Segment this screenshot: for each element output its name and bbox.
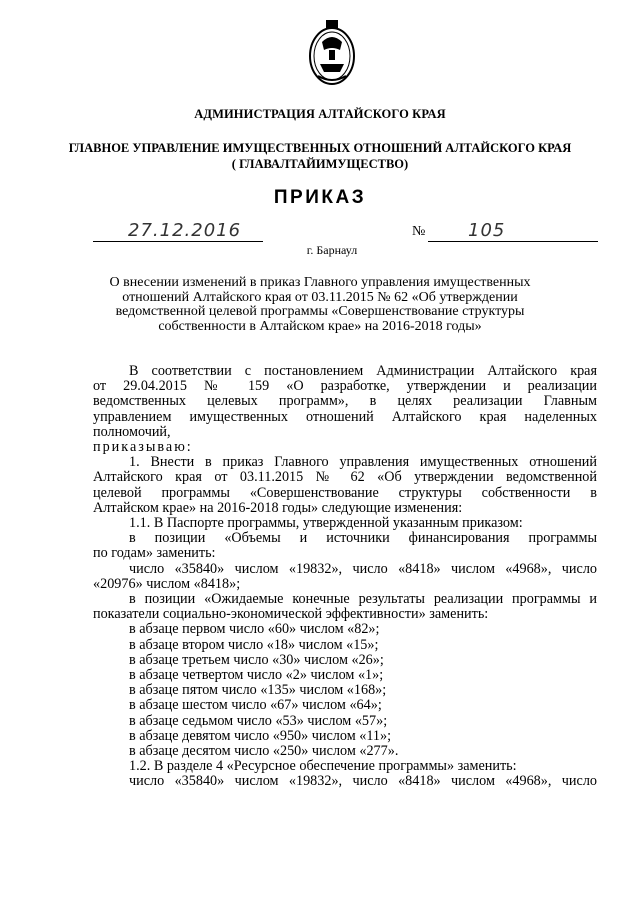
list-item: в абзаце четвертом число «2» числом «1»;: [129, 667, 384, 684]
body-line: число «35840» числом «19832», число «8418» числом «4968», число: [129, 773, 597, 790]
body-line: «20976» числом «8418»;: [93, 575, 241, 592]
list-item: в абзаце седьмом число «53» числом «57»;: [129, 712, 388, 729]
department-heading-line2: ( ГЛАВАЛТАЙИМУЩЕСТВО): [231, 157, 409, 171]
subject-line: О внесении изменений в приказ Главного управления имущественных: [109, 275, 531, 290]
order-body: [93, 364, 597, 790]
body-line: от 29.04.2015 № 159 «О разработке, утверждении и реализации: [93, 378, 597, 395]
body-line: показатели социально-экономической эффективности» заменить:: [93, 606, 489, 623]
body-line: Алтайского края от 03.11.2015 № 62 «Об утверждении ведомственной: [93, 469, 597, 486]
document-title: ПРИКАЗ: [273, 187, 367, 208]
city: г. Барнаул: [306, 243, 358, 257]
body-line: по годам» заменить:: [93, 545, 216, 562]
subject-line: отношений Алтайского края от 03.11.2015 № 62 «Об утверждении: [122, 289, 518, 305]
body-line: 1.1. В Паспорте программы, утвержденной указанным приказом:: [129, 515, 523, 532]
body-line: полномочий,: [93, 423, 171, 440]
body-line: в позиции «Объемы и источники финансирования программы: [129, 530, 597, 547]
list-item: в абзаце втором число «18» числом «15»;: [129, 636, 379, 653]
body-line: Алтайском крае» на 2016-2018 годы» следующие изменения:: [93, 499, 463, 516]
number-underline: [428, 241, 598, 242]
body-line: целевой программы «Совершенствование структуры собственности в: [93, 484, 597, 501]
list-item: в абзаце шестом число «67» числом «64»;: [129, 697, 382, 714]
order-subject: [60, 276, 580, 334]
body-line: В соответствии с постановлением Администрации Алтайского края: [129, 363, 597, 379]
body-line: в позиции «Ожидаемые конечные результаты реализации программы и: [129, 591, 597, 608]
body-line: ведомственных целевых программ», в целях реализации Главным: [93, 393, 597, 410]
department-heading-line1: ГЛАВНОЕ УПРАВЛЕНИЕ ИМУЩЕСТВЕННЫХ ОТНОШЕНИЙ АЛТАЙСКОГО КРАЯ: [68, 141, 572, 155]
date-underline: [93, 241, 263, 242]
list-item: в абзаце девятом число «950» числом «11»;: [129, 727, 392, 744]
list-item: в абзаце третьем число «30» числом «26»;: [129, 651, 384, 668]
list-item: в абзаце первом число «60» числом «82»;: [129, 621, 380, 638]
body-line: управлением имущественных отношений Алтайского края наделенных: [93, 408, 597, 425]
administration-heading: АДМИНИСТРАЦИЯ АЛТАЙСКОГО КРАЯ: [194, 107, 446, 121]
body-line: 1.2. В разделе 4 «Ресурсное обеспечение программы» заменить:: [129, 758, 517, 775]
body-line: 1. Внести в приказ Главного управления имущественных отношений: [129, 454, 597, 471]
order-word: приказываю:: [93, 439, 193, 456]
subject-line: собственности в Алтайском крае» на 2016-2018 годы»: [158, 318, 482, 334]
handwritten-number: 105: [468, 220, 506, 241]
body-line: число «35840» числом «19832», число «8418» числом «4968», число: [129, 560, 597, 577]
subject-line: ведомственной целевой программы «Совершенствование структуры: [115, 304, 525, 319]
list-item: в абзаце десятом число «250» числом «277».: [129, 743, 399, 760]
number-label: №: [412, 224, 426, 239]
coat-of-arms-icon: [306, 18, 358, 90]
handwritten-date: 27.12.2016: [128, 220, 242, 241]
list-item: в абзаце пятом число «135» числом «168»;: [129, 682, 387, 699]
